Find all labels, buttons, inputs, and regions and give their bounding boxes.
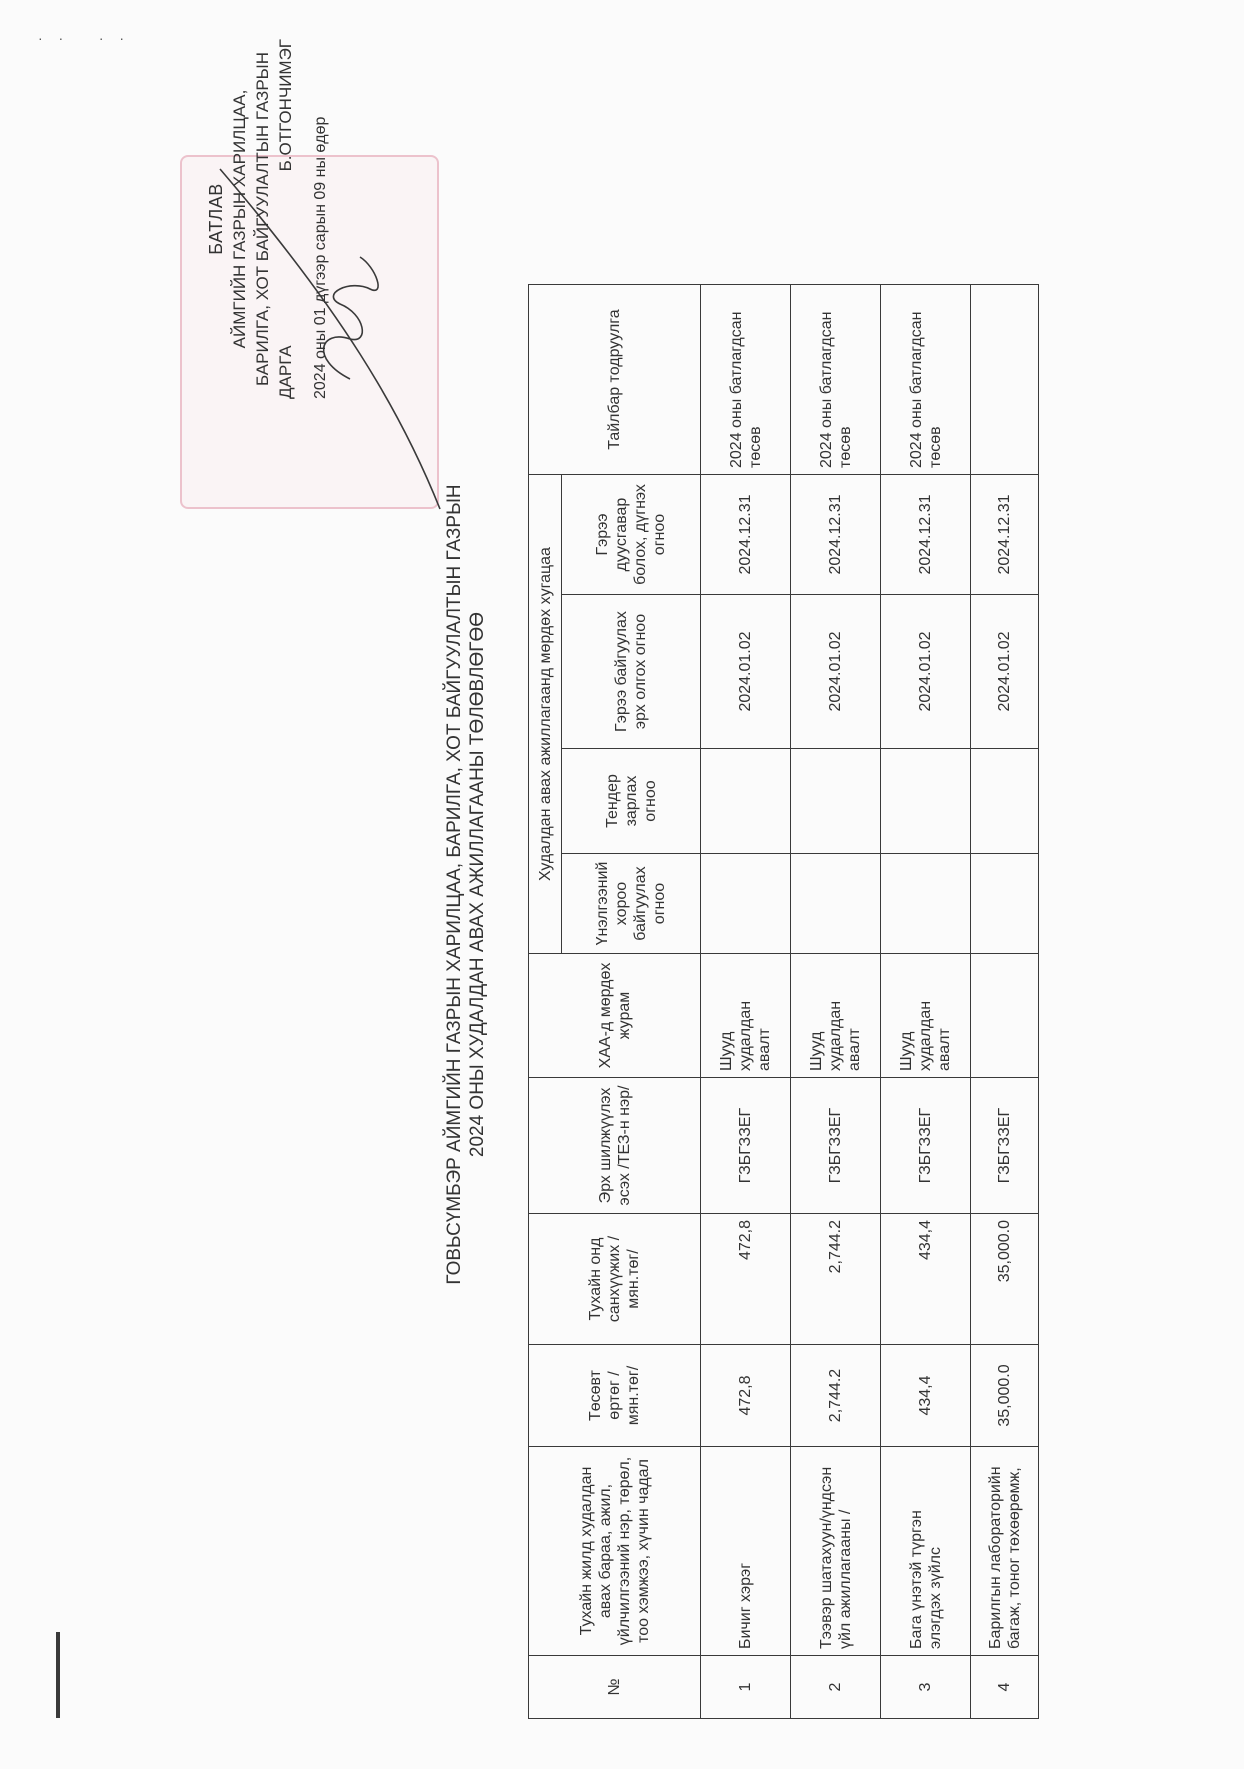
scan-marks: · · · · xyxy=(38,30,131,46)
header-procedure: ХАА-д мөрдөх журам xyxy=(529,954,701,1078)
document-title-line-2: 2024 ОНЫ ХУДАЛДАН АВАХ АЖИЛЛАГААНЫ ТӨЛӨВЛӨГӨӨ xyxy=(467,611,488,1158)
cell-item: Барилгын лабораторийн багаж, тоног төхөөрөмж, xyxy=(971,1447,1039,1656)
cell-contract-end-date: 2024.12.31 xyxy=(881,475,971,595)
cell-year-funding: 2,744.2 xyxy=(791,1214,881,1345)
cell-contract-end-date: 2024.12.31 xyxy=(701,475,791,595)
cell-budget: 2,744.2 xyxy=(791,1345,881,1447)
approval-date: 2024 оны 01 дүгээр сарын 09 ны өдөр xyxy=(312,116,329,399)
header-tender-date: Тендер зарлах огноо xyxy=(562,749,701,854)
table-header-row xyxy=(529,285,562,1719)
header-authorized: Эрх шилжүүлэх эсэх /ТЕЗ-н нэр/ xyxy=(529,1078,701,1214)
document-title xyxy=(443,0,489,1769)
document-title-line-1: ГОВЬСҮМБЭР АЙМГИЙН ГАЗРЫН ХАРИЛЦАА, БАРИЛГА, ХОТ БАЙГУУЛАЛТЫН ГАЗРЫН xyxy=(444,484,465,1285)
cell-authorized: ГЗБГЗЗЕГ xyxy=(881,1078,971,1214)
header-contract-right-date: Гэрээ байгуулах эрх олгох огноо xyxy=(562,595,701,749)
cell-item: Тээвэр шатахуун/үндсэн үйл ажиллагааны / xyxy=(791,1447,881,1656)
header-budget: Төсөвт өртөг /мян.төг/ xyxy=(529,1345,701,1447)
approval-signatory xyxy=(274,39,297,399)
cell-no: 1 xyxy=(701,1656,791,1719)
approval-heading: БАТЛАВ xyxy=(206,183,226,255)
cell-contract-right-date: 2024.01.02 xyxy=(701,595,791,749)
approval-block xyxy=(205,39,332,399)
cell-contract-right-date: 2024.01.02 xyxy=(971,595,1039,749)
cell-committee-date xyxy=(971,854,1039,954)
cell-contract-right-date: 2024.01.02 xyxy=(791,595,881,749)
table-row xyxy=(701,285,791,1719)
approval-line-2: БАРИЛГА, ХОТ БАЙГУУЛАЛТЫН ГАЗРЫН xyxy=(253,52,272,386)
cell-year-funding: 434,4 xyxy=(881,1214,971,1345)
cell-committee-date xyxy=(701,854,791,954)
cell-budget: 35,000.0 xyxy=(971,1345,1039,1447)
cell-tender-date xyxy=(701,749,791,854)
cell-contract-end-date: 2024.12.31 xyxy=(971,475,1039,595)
header-timeline-group: Худалдан авах ажиллагаанд мөрдөх хугацаа xyxy=(529,475,562,954)
cell-authorized: ГЗБГЗЗЕГ xyxy=(701,1078,791,1214)
cell-procedure: Шууд худалдан авалт xyxy=(791,954,881,1078)
header-no: № xyxy=(529,1656,701,1719)
procurement-plan-table xyxy=(528,284,1039,1719)
cell-notes: 2024 оны батлагдсан төсөв xyxy=(791,285,881,475)
cell-item: Бага үнэтэй түргэн элэгдэх зүйлс xyxy=(881,1447,971,1656)
cell-procedure xyxy=(971,954,1039,1078)
header-committee-date: Үнэлгээний хороо байгуулах огноо xyxy=(562,854,701,954)
table-row xyxy=(791,285,881,1719)
cell-procedure: Шууд худалдан авалт xyxy=(701,954,791,1078)
cell-authorized: ГЗБГЗЗЕГ xyxy=(971,1078,1039,1214)
cell-year-funding: 35,000.0 xyxy=(971,1214,1039,1345)
cell-budget: 434,4 xyxy=(881,1345,971,1447)
cell-contract-end-date: 2024.12.31 xyxy=(791,475,881,595)
table-row xyxy=(881,285,971,1719)
cell-contract-right-date: 2024.01.02 xyxy=(881,595,971,749)
cell-no: 2 xyxy=(791,1656,881,1719)
cell-notes xyxy=(971,285,1039,475)
header-item: Тухайн жилд худалдан авах бараа, ажил, үйлчилгээний нэр, төрөл, тоо хэмжээ, хүчин чадал xyxy=(529,1447,701,1656)
header-notes: Тайлбар тодруулга xyxy=(529,285,701,475)
cell-notes: 2024 оны батлагдсан төсөв xyxy=(881,285,971,475)
cell-notes: 2024 оны батлагдсан төсөв xyxy=(701,285,791,475)
approval-name: Б.ОТГОНЧИМЭГ xyxy=(276,39,295,172)
cell-procedure: Шууд худалдан авалт xyxy=(881,954,971,1078)
approval-line-1: АЙМГИЙН ГАЗРЫН ХАРИЛЦАА, xyxy=(230,89,249,349)
header-contract-end-date: Гэрээ дуусгавар болох, дүгнэх огноо xyxy=(562,475,701,595)
approval-role: ДАРГА xyxy=(276,345,295,399)
cell-committee-date xyxy=(791,854,881,954)
cell-tender-date xyxy=(971,749,1039,854)
cell-committee-date xyxy=(881,854,971,954)
cell-no: 4 xyxy=(971,1656,1039,1719)
cell-budget: 472,8 xyxy=(701,1345,791,1447)
cell-item: Бичиг хэрэг xyxy=(701,1447,791,1656)
cell-authorized: ГЗБГЗЗЕГ xyxy=(791,1078,881,1214)
cell-no: 3 xyxy=(881,1656,971,1719)
table-row xyxy=(971,285,1039,1719)
cell-tender-date xyxy=(791,749,881,854)
cell-tender-date xyxy=(881,749,971,854)
cell-year-funding: 472,8 xyxy=(701,1214,791,1345)
header-year-funding: Тухайн онд санхүүжих /мян.төг/ xyxy=(529,1214,701,1345)
